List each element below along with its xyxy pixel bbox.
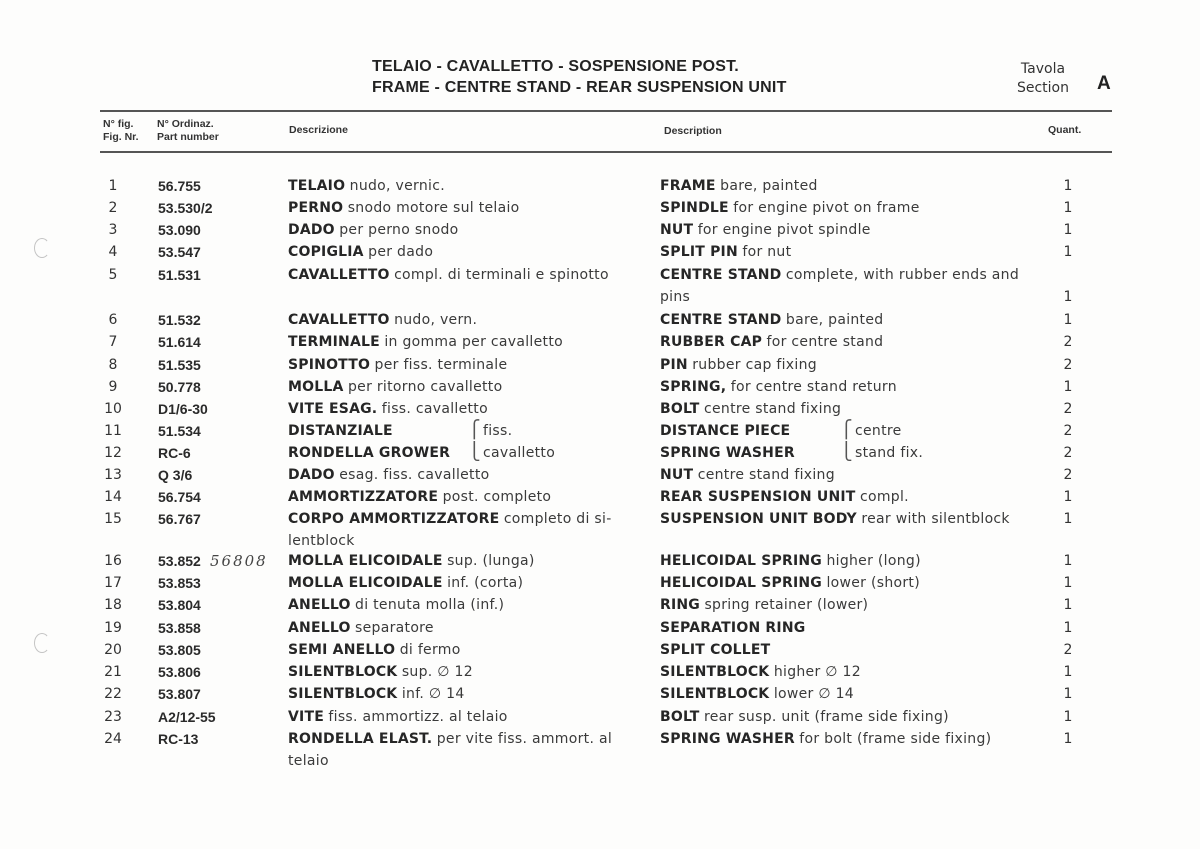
description-italian-grouped: cavalletto bbox=[483, 445, 556, 461]
fig-number: 5 bbox=[108, 267, 118, 283]
description-english-text: centre stand fixing bbox=[703, 401, 842, 417]
table-row bbox=[0, 264, 1200, 305]
part-number: 56.754 bbox=[158, 489, 201, 505]
description-italian-bold: SEMI ANELLO bbox=[288, 642, 396, 658]
description-english-text: rear with silentblock bbox=[861, 511, 1010, 527]
brace-mark: ⎩ bbox=[840, 442, 853, 462]
fig-number: 8 bbox=[108, 357, 118, 373]
quantity: 1 bbox=[1063, 489, 1073, 505]
column-header-quantity: Quant. bbox=[1048, 124, 1082, 136]
description-english bbox=[660, 219, 1020, 241]
description-english bbox=[660, 309, 1020, 331]
quantity: 1 bbox=[1063, 597, 1073, 613]
quantity: 2 bbox=[1063, 401, 1073, 417]
description-english bbox=[660, 264, 1020, 308]
description-english-bold: CENTRE STAND bbox=[660, 312, 782, 328]
description-english-text: for centre stand bbox=[766, 334, 884, 350]
description-english bbox=[660, 661, 1020, 683]
fig-header-it: N° fig. bbox=[103, 118, 134, 130]
description-italian-text: per dado bbox=[368, 244, 434, 260]
description-english bbox=[660, 550, 1020, 572]
table-row bbox=[0, 175, 1200, 197]
fig-number: 17 bbox=[104, 575, 122, 591]
description-english bbox=[660, 486, 1020, 508]
section-letter: A bbox=[1097, 73, 1111, 94]
description-english-grouped: centre bbox=[855, 423, 902, 439]
description-english bbox=[660, 197, 1020, 219]
table-row bbox=[0, 420, 1200, 442]
description-italian bbox=[288, 197, 638, 219]
page-title bbox=[372, 56, 787, 98]
brace-mark: ⎩ bbox=[468, 442, 481, 462]
part-number: 53.853 bbox=[158, 575, 201, 591]
table-row bbox=[0, 486, 1200, 508]
quantity: 1 bbox=[1063, 379, 1073, 395]
description-english bbox=[660, 728, 1020, 750]
description-english-bold: RING bbox=[660, 597, 700, 613]
description-italian-bold: MOLLA ELICOIDALE bbox=[288, 553, 443, 569]
quantity: 1 bbox=[1063, 553, 1073, 569]
fig-number: 10 bbox=[104, 401, 122, 417]
description-italian-bold: ANELLO bbox=[288, 597, 351, 613]
fig-number: 18 bbox=[104, 597, 122, 613]
table-row bbox=[0, 683, 1200, 705]
description-english-bold: DISTANCE PIECE bbox=[660, 423, 791, 439]
part-number: 53.806 bbox=[158, 664, 201, 680]
fig-number: 7 bbox=[108, 334, 118, 350]
fig-number: 9 bbox=[108, 379, 118, 395]
column-header-fig bbox=[103, 118, 139, 144]
description-italian bbox=[288, 398, 638, 420]
description-italian bbox=[288, 728, 638, 772]
quantity: 1 bbox=[1063, 312, 1073, 328]
part-number: 53.090 bbox=[158, 222, 201, 238]
description-italian bbox=[288, 617, 638, 639]
quantity: 2 bbox=[1063, 357, 1073, 373]
table-row bbox=[0, 241, 1200, 263]
description-english-text: for centre stand return bbox=[730, 379, 897, 395]
column-header-part bbox=[157, 118, 219, 144]
description-english-text: rear susp. unit (frame side fixing) bbox=[703, 709, 949, 725]
part-number: 51.531 bbox=[158, 267, 201, 283]
header-bottom-rule bbox=[100, 151, 1112, 153]
description-italian-text: in gomma per cavalletto bbox=[384, 334, 563, 350]
description-english bbox=[660, 464, 1020, 486]
description-english-text: spring retainer (lower) bbox=[704, 597, 869, 613]
description-english-text: for bolt (frame side fixing) bbox=[799, 731, 992, 747]
description-italian-bold: DADO bbox=[288, 467, 335, 483]
part-number: RC-6 bbox=[158, 445, 191, 461]
part-number: 51.614 bbox=[158, 334, 201, 350]
part-number: D1/6-30 bbox=[158, 401, 208, 417]
table-row bbox=[0, 617, 1200, 639]
part-header-it: N° Ordinaz. bbox=[157, 118, 214, 130]
description-italian-text: nudo, vernic. bbox=[349, 178, 445, 194]
description-italian bbox=[288, 376, 638, 398]
fig-number: 11 bbox=[104, 423, 122, 439]
description-english-bold: CENTRE STAND bbox=[660, 267, 782, 283]
description-english-bold: FRAME bbox=[660, 178, 716, 194]
description-italian-bold: DISTANZIALE bbox=[288, 423, 393, 439]
table-row bbox=[0, 508, 1200, 549]
description-italian bbox=[288, 331, 638, 353]
description-italian bbox=[288, 706, 638, 728]
description-english-text: bare, painted bbox=[720, 178, 818, 194]
description-english-bold: SPRING WASHER bbox=[660, 445, 795, 461]
table-row bbox=[0, 661, 1200, 683]
quantity: 1 bbox=[1063, 222, 1073, 238]
description-english-bold: HELICOIDAL SPRING bbox=[660, 575, 822, 591]
description-italian-bold: MOLLA bbox=[288, 379, 344, 395]
description-italian bbox=[288, 442, 638, 464]
fig-number: 23 bbox=[104, 709, 122, 725]
section-label-italian: Tavola bbox=[1020, 61, 1066, 77]
description-english bbox=[660, 706, 1020, 728]
table-row bbox=[0, 442, 1200, 464]
column-header-descrizione: Descrizione bbox=[289, 124, 348, 136]
description-italian bbox=[288, 683, 638, 705]
fig-number: 1 bbox=[108, 178, 118, 194]
description-italian-text: esag. fiss. cavalletto bbox=[339, 467, 490, 483]
description-italian bbox=[288, 175, 638, 197]
description-english-bold: SUSPENSION UNIT BODY bbox=[660, 511, 857, 527]
description-italian-text: fiss. cavalletto bbox=[381, 401, 488, 417]
description-italian bbox=[288, 572, 638, 594]
quantity: 2 bbox=[1063, 467, 1073, 483]
quantity: 1 bbox=[1063, 200, 1073, 216]
description-english-text: centre stand fixing bbox=[697, 467, 835, 483]
fig-header-en: Fig. Nr. bbox=[103, 131, 139, 143]
table-row bbox=[0, 550, 1200, 572]
quantity: 1 bbox=[1063, 664, 1073, 680]
description-italian-grouped: fiss. bbox=[483, 423, 513, 439]
fig-number: 13 bbox=[104, 467, 122, 483]
description-english bbox=[660, 683, 1020, 705]
fig-number: 24 bbox=[104, 731, 122, 747]
description-english-bold: SPRING WASHER bbox=[660, 731, 795, 747]
column-header-description: Description bbox=[664, 125, 722, 137]
title-english: FRAME - CENTRE STAND - REAR SUSPENSION UNIT bbox=[372, 79, 787, 96]
description-english-bold: BOLT bbox=[660, 709, 700, 725]
fig-number: 20 bbox=[104, 642, 122, 658]
description-italian-text: di tenuta molla (inf.) bbox=[355, 597, 505, 613]
table-row bbox=[0, 376, 1200, 398]
part-number: 50.778 bbox=[158, 379, 201, 395]
description-italian bbox=[288, 508, 638, 552]
table-row bbox=[0, 354, 1200, 376]
description-english-bold: PIN bbox=[660, 357, 688, 373]
table-row bbox=[0, 639, 1200, 661]
table-row bbox=[0, 331, 1200, 353]
part-number: 51.532 bbox=[158, 312, 201, 328]
description-english-bold: RUBBER CAP bbox=[660, 334, 763, 350]
description-english bbox=[660, 376, 1020, 398]
description-english-bold: BOLT bbox=[660, 401, 700, 417]
description-italian-text: per vite fiss. ammort. al telaio bbox=[288, 731, 613, 769]
part-header-en: Part number bbox=[157, 131, 219, 143]
part-number: 53.852 bbox=[158, 553, 201, 569]
description-italian-text: sup. ∅ 12 bbox=[401, 664, 473, 680]
brace-mark: ⎧ bbox=[840, 420, 853, 440]
description-english bbox=[660, 617, 1020, 639]
description-italian-text: separatore bbox=[355, 620, 434, 636]
description-italian-bold: DADO bbox=[288, 222, 335, 238]
fig-number: 22 bbox=[104, 686, 122, 702]
description-english bbox=[660, 175, 1020, 197]
description-italian bbox=[288, 420, 638, 442]
description-italian-bold: CAVALLETTO bbox=[288, 267, 390, 283]
quantity: 1 bbox=[1063, 511, 1073, 527]
part-number: 53.807 bbox=[158, 686, 201, 702]
header-top-rule bbox=[100, 110, 1112, 112]
fig-number: 12 bbox=[104, 445, 122, 461]
description-english-bold: SEPARATION RING bbox=[660, 620, 806, 636]
description-italian-bold: VITE bbox=[288, 709, 324, 725]
description-english-text: for nut bbox=[742, 244, 792, 260]
description-english bbox=[660, 594, 1020, 616]
description-english-bold: SPLIT PIN bbox=[660, 244, 738, 260]
table-row bbox=[0, 197, 1200, 219]
quantity: 2 bbox=[1063, 334, 1073, 350]
description-italian-text: sup. (lunga) bbox=[447, 553, 535, 569]
description-italian-text: completo di si-lentblock bbox=[288, 511, 612, 549]
description-english-grouped: stand fix. bbox=[855, 445, 924, 461]
description-italian-bold: VITE ESAG. bbox=[288, 401, 378, 417]
description-english-bold: HELICOIDAL SPRING bbox=[660, 553, 822, 569]
description-italian-bold: ANELLO bbox=[288, 620, 351, 636]
description-english bbox=[660, 241, 1020, 263]
fig-number: 4 bbox=[108, 244, 118, 260]
description-italian bbox=[288, 219, 638, 241]
description-english-bold: SPRING, bbox=[660, 379, 727, 395]
fig-number: 6 bbox=[108, 312, 118, 328]
description-english-text: higher (long) bbox=[826, 553, 921, 569]
description-italian-bold: PERNO bbox=[288, 200, 344, 216]
section-label-english: Section bbox=[1016, 80, 1069, 96]
fig-number: 14 bbox=[104, 489, 122, 505]
fig-number: 2 bbox=[108, 200, 118, 216]
description-italian-text: per fiss. terminale bbox=[374, 357, 508, 373]
part-number: Q 3/6 bbox=[158, 467, 193, 483]
quantity: 1 bbox=[1063, 686, 1073, 702]
part-number: 53.858 bbox=[158, 620, 201, 636]
part-number: 53.805 bbox=[158, 642, 201, 658]
fig-number: 21 bbox=[104, 664, 122, 680]
part-number: 56.767 bbox=[158, 511, 201, 527]
description-english-text: compl. bbox=[860, 489, 909, 505]
description-italian-bold: RONDELLA ELAST. bbox=[288, 731, 433, 747]
description-italian bbox=[288, 661, 638, 683]
description-italian-text: per ritorno cavalletto bbox=[347, 379, 503, 395]
description-italian bbox=[288, 241, 638, 263]
description-italian-bold: RONDELLA GROWER bbox=[288, 445, 451, 461]
description-italian bbox=[288, 264, 638, 286]
table-row bbox=[0, 398, 1200, 420]
description-italian-text: fiss. ammortizz. al telaio bbox=[328, 709, 508, 725]
description-italian-text: nudo, vern. bbox=[394, 312, 478, 328]
part-number: 53.804 bbox=[158, 597, 201, 613]
table-row bbox=[0, 572, 1200, 594]
quantity: 1 bbox=[1063, 289, 1073, 305]
quantity: 1 bbox=[1063, 244, 1073, 260]
description-english-text: higher ∅ 12 bbox=[773, 664, 861, 680]
description-italian bbox=[288, 309, 638, 331]
description-english-bold: SPLIT COLLET bbox=[660, 642, 771, 658]
description-english-bold: NUT bbox=[660, 467, 694, 483]
description-italian-bold: COPIGLIA bbox=[288, 244, 364, 260]
description-english-bold: SILENTBLOCK bbox=[660, 664, 770, 680]
description-english-bold: NUT bbox=[660, 222, 694, 238]
brace-mark: ⎧ bbox=[468, 420, 481, 440]
description-english bbox=[660, 572, 1020, 594]
description-italian bbox=[288, 550, 638, 572]
description-italian-bold: MOLLA ELICOIDALE bbox=[288, 575, 443, 591]
description-italian-bold: CORPO AMMORTIZZATORE bbox=[288, 511, 500, 527]
description-english bbox=[660, 398, 1020, 420]
description-english bbox=[660, 508, 1020, 530]
description-english bbox=[660, 354, 1020, 376]
quantity: 1 bbox=[1063, 731, 1073, 747]
part-number: 53.547 bbox=[158, 244, 201, 260]
part-number: 53.530/2 bbox=[158, 200, 213, 216]
title-italian: TELAIO - CAVALLETTO - SOSPENSIONE POST. bbox=[372, 58, 739, 75]
description-italian-bold: CAVALLETTO bbox=[288, 312, 390, 328]
fig-number: 3 bbox=[108, 222, 118, 238]
section-label bbox=[1000, 60, 1086, 98]
description-italian-text: compl. di terminali e spinotto bbox=[394, 267, 609, 283]
table-row bbox=[0, 219, 1200, 241]
description-english bbox=[660, 331, 1020, 353]
table-row bbox=[0, 706, 1200, 728]
quantity: 2 bbox=[1063, 445, 1073, 461]
description-english bbox=[660, 639, 1020, 661]
description-italian-bold: TELAIO bbox=[288, 178, 346, 194]
description-english-text: for engine pivot on frame bbox=[733, 200, 920, 216]
quantity: 1 bbox=[1063, 709, 1073, 725]
description-italian-bold: TERMINALE bbox=[288, 334, 380, 350]
description-italian-bold: SILENTBLOCK bbox=[288, 664, 398, 680]
description-english-text: bare, painted bbox=[785, 312, 884, 328]
table-row bbox=[0, 728, 1200, 769]
description-italian bbox=[288, 464, 638, 486]
table-row bbox=[0, 464, 1200, 486]
description-italian-bold: SILENTBLOCK bbox=[288, 686, 398, 702]
description-italian bbox=[288, 486, 638, 508]
description-italian bbox=[288, 594, 638, 616]
description-italian-text: inf. (corta) bbox=[447, 575, 524, 591]
quantity: 1 bbox=[1063, 178, 1073, 194]
description-italian-text: per perno snodo bbox=[339, 222, 459, 238]
description-english-text: lower ∅ 14 bbox=[773, 686, 855, 702]
description-italian-text: post. completo bbox=[442, 489, 552, 505]
handwritten-part-number: 56808 bbox=[210, 552, 268, 570]
fig-number: 19 bbox=[104, 620, 122, 636]
fig-number: 15 bbox=[104, 511, 122, 527]
description-english-text: for engine pivot spindle bbox=[697, 222, 871, 238]
description-italian bbox=[288, 354, 638, 376]
part-number: RC-13 bbox=[158, 731, 199, 747]
quantity: 1 bbox=[1063, 575, 1073, 591]
table-row bbox=[0, 309, 1200, 331]
table-row bbox=[0, 594, 1200, 616]
description-english-text: lower (short) bbox=[826, 575, 920, 591]
description-english bbox=[660, 442, 1020, 464]
description-english bbox=[660, 420, 1020, 442]
description-italian-bold: AMMORTIZZATORE bbox=[288, 489, 439, 505]
description-italian-text: di fermo bbox=[399, 642, 461, 658]
fig-number: 16 bbox=[104, 553, 122, 569]
quantity: 1 bbox=[1063, 620, 1073, 636]
description-english-bold: SPINDLE bbox=[660, 200, 729, 216]
description-english-text: complete, with rubber ends and pins bbox=[660, 267, 1020, 305]
description-english-bold: SILENTBLOCK bbox=[660, 686, 770, 702]
part-number: 56.755 bbox=[158, 178, 201, 194]
description-italian-text: snodo motore sul telaio bbox=[347, 200, 520, 216]
description-italian-text: inf. ∅ 14 bbox=[401, 686, 465, 702]
part-number: A2/12-55 bbox=[158, 709, 216, 725]
description-italian-bold: SPINOTTO bbox=[288, 357, 371, 373]
description-english-text: rubber cap fixing bbox=[692, 357, 817, 373]
part-number: 51.535 bbox=[158, 357, 201, 373]
quantity: 2 bbox=[1063, 423, 1073, 439]
part-number: 51.534 bbox=[158, 423, 201, 439]
description-english-bold: REAR SUSPENSION UNIT bbox=[660, 489, 856, 505]
quantity: 2 bbox=[1063, 642, 1073, 658]
description-italian bbox=[288, 639, 638, 661]
